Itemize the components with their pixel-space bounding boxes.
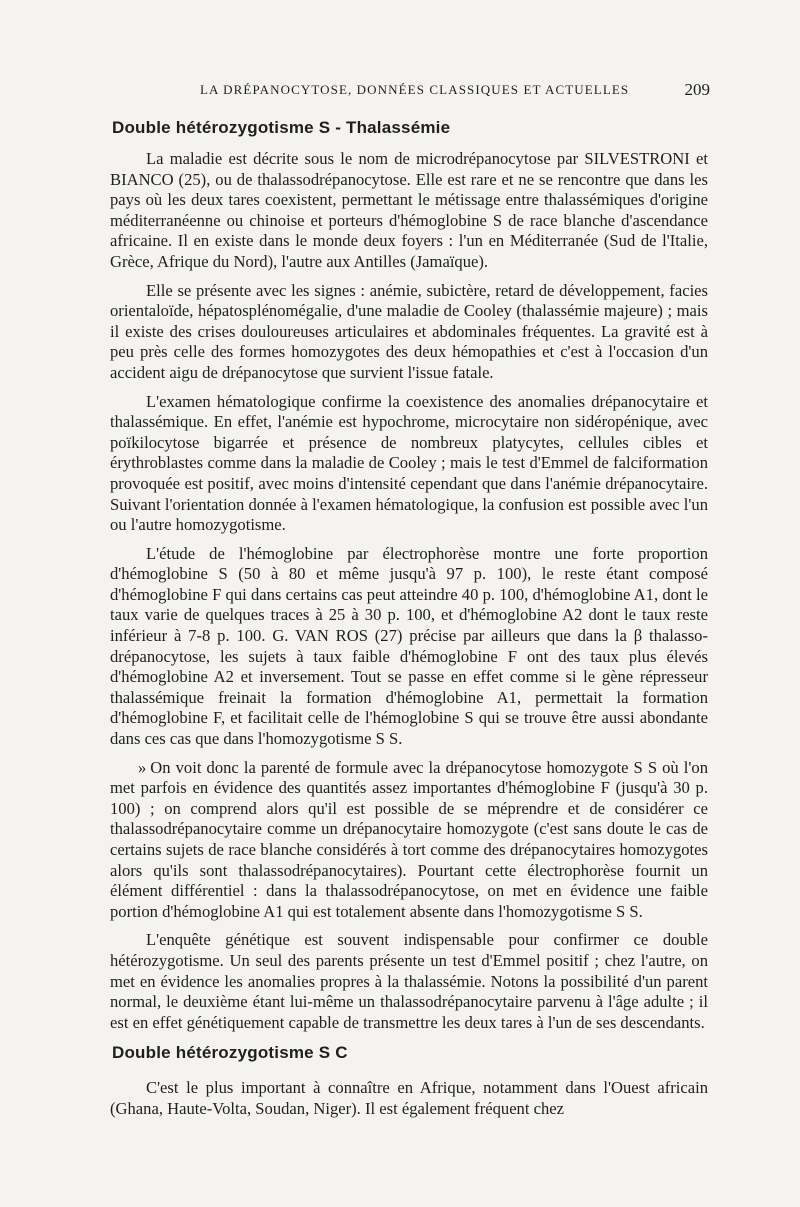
section-body-s-thalassemie xyxy=(110,149,708,1041)
paragraph: L'enquête génétique est souvent indispensable pour confirmer ce double hétérozygotisme. Un seul des parents présente un test d'Emmel positif ; chez l'autre, on met en évidence les anomalies propres à la thalassémie. Notons la possibilité d'un parent normal, le deuxième étant lui-même un thalassodrépanocytaire parvenu à l'âge adulte ; il est en effet génétiquement capable de transmettre les deux tares à l'un de ses descendants. xyxy=(110,930,708,1032)
paragraph-text: On voit donc la parenté de formule avec la drépanocytose homozygote S S où l'on met parfois en évidence des quantités assez importantes d'hémoglobine F (jusqu'à 30 p. 100) ; on comprend alors qu'il est possible de se méprendre et de considérer ce thalassodrépanocytaire comme un drépanocytaire homozygote (c'est sans doute le cas de certains sujets de race blanche considérés à tort comme des drépanocytaires homozygotes alors qu'ils sont thalassodrépanocytaires). Pourtant cette électrophorèse fournit un élément différentiel : dans la thalassodrépanocytose, on met en évidence une faible portion d'hémoglobine A1 qui est totalement absente dans l'homozygotisme S S. xyxy=(110,757,708,921)
running-header xyxy=(110,80,710,104)
paragraph: La maladie est décrite sous le nom de microdrépanocytose par SILVESTRONI et BIANCO (25), ou de thalassodrépanocytose. Elle est rare et ne se rencontre que dans les pays où les deux tares coexistent, permettant le métissage entre thalassémiques d'origine méditerranéenne ou chinoise et porteurs d'hémoglobine S de race blanche d'ascendance africaine. Il en existe dans le monde deux foyers : l'un en Méditerranée (Sud de l'Italie, Grèce, Afrique du Nord), l'autre aux Antilles (Jamaïque). xyxy=(110,149,708,271)
page-number: 209 xyxy=(684,80,710,99)
running-title: LA DRÉPANOCYTOSE, DONNÉES CLASSIQUES ET ACTUELLES xyxy=(200,82,630,97)
section-heading-s-thalassemie: Double hétérozygotisme S - Thalassémie xyxy=(112,118,451,137)
paragraph: L'examen hématologique confirme la coexistence des anomalies drépanocytaire et thalassémique. En effet, l'anémie est hypochrome, microcytaire non sidéropénique, avec poïkilocytose bigarrée et présence de nombreux platycytes, cellules cibles et érythroblastes comme dans la maladie de Cooley ; mais le test d'Emmel de falciformation provoquée est positif, avec moins d'intensité cependant que dans l'anémie drépanocytaire. Suivant l'orientation donnée à l'examen hématologique, la confusion est possible avec l'un ou l'autre homozygotisme. xyxy=(110,391,708,535)
paragraph: C'est le plus important à connaître en Afrique, notamment dans l'Ouest africain (Ghana, Haute-Volta, Soudan, Niger). Il est également fréquent chez xyxy=(110,1078,708,1118)
paragraph: L'étude de l'hémoglobine par électrophorèse montre une forte proportion d'hémoglobine S (50 à 80 et même jusqu'à 97 p. 100), le reste étant composé d'hémoglobine F qui dans certains cas peut atteindre 40 p. 100, d'hémoglobine A1, dont le taux varie de quelques traces à 25 à 30 p. 100, et d'hémoglobine A2 dont le taux reste inférieur à 7-8 p. 100. G. VAN ROS (27) précise par ailleurs que dans la β thalasso-drépanocytose, les sujets à taux faible d'hémoglobine F ont des taux plus élevés d'hémoglobine A2 et inversement. Tout se passe en effet comme si le gène répresseur thalassémique freinait la formation d'hémoglobine A1, permettait la formation d'hémoglobine F, et facilitait celle de l'hémoglobine S qui se trouve être aussi abondante dans ces cas que dans l'homozygotisme S S. xyxy=(110,543,708,749)
section-body-s-c xyxy=(110,1078,708,1127)
paragraph: Elle se présente avec les signes : anémie, subictère, retard de développement, facies orientaloïde, hépatosplénomégalie, d'une maladie de Cooley (thalassémie majeure) ; mais il existe des crises douloureuses articulaires et abdominales fréquentes. La gravité est à peu près celle des formes homozygotes des deux hémopathies et c'est à l'occasion d'un accident aigu de drépanocytose que survient l'issue fatale. xyxy=(110,280,708,382)
margin-mark: » xyxy=(138,757,147,777)
paragraph-with-margin-mark xyxy=(110,758,708,923)
section-heading-s-c: Double hétérozygotisme S C xyxy=(112,1043,348,1062)
